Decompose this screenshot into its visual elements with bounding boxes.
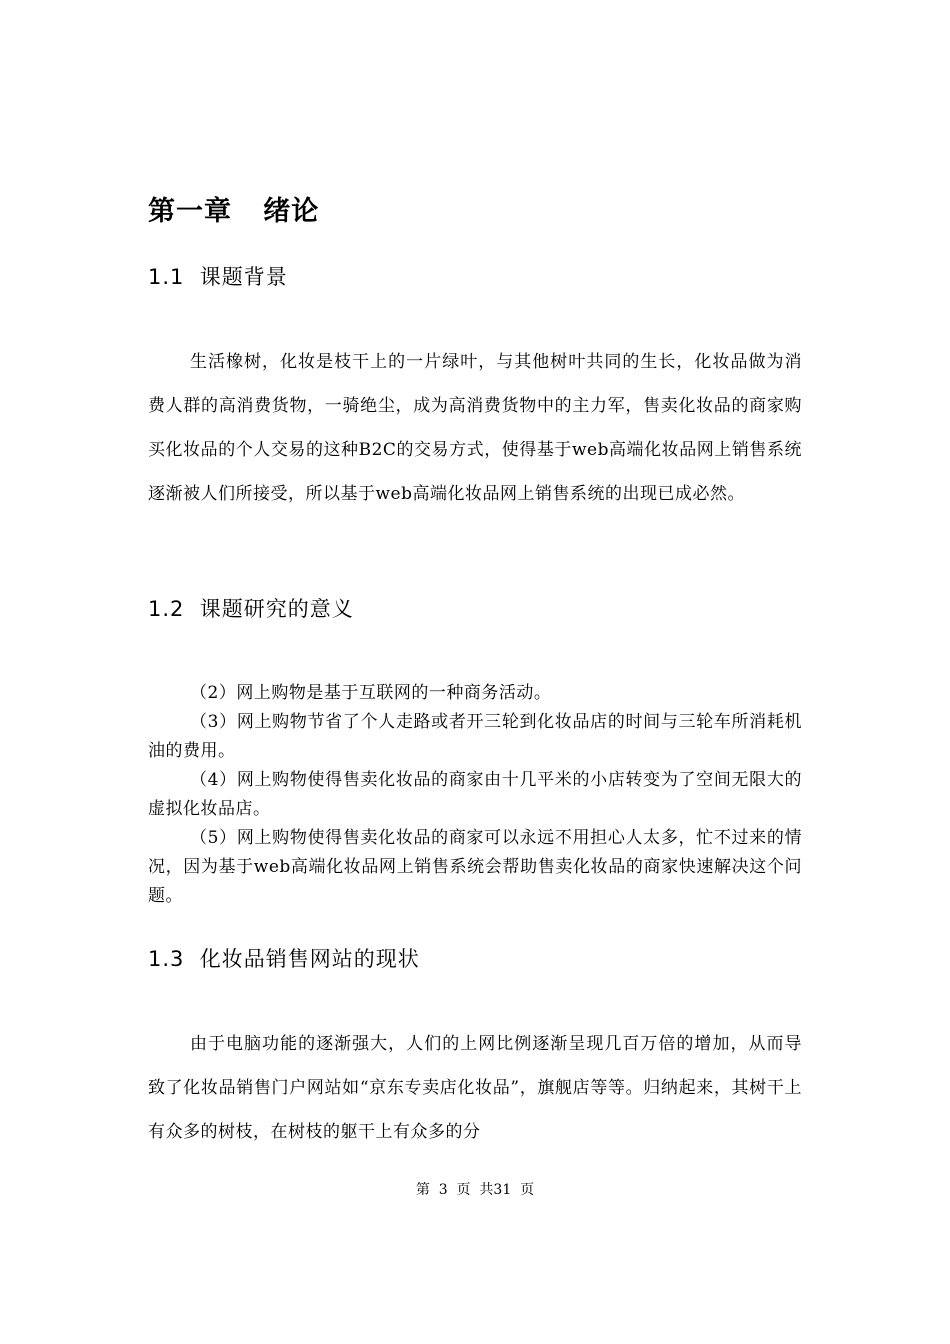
- paragraph-background: 生活橡树，化妆是枝干上的一片绿叶，与其他树叶共同的生长，化妆品做为消费人群的高消费货物，一骑绝尘，成为高消费货物中的主力军，售卖化妆品的商家购买化妆品的个人交易的这种B2C的交易方式，使得基于web高端化妆品网上销售系统逐渐被人们所接受，所以基于web高端化妆品网上销售系统的出现已成必然。: [148, 352, 802, 504]
- page-footer: 第 3 页 共31 页: [415, 1182, 535, 1198]
- list-item-significance-4: （4）网上购物使得售卖化妆品的商家由十几平米的小店转变为了空间无限大的虚拟化妆品店。: [148, 770, 802, 819]
- section-heading-1-3: 1.3 化妆品销售网站的现状: [148, 947, 420, 971]
- list-item-significance-2: （2）网上购物是基于互联网的一种商务活动。: [190, 683, 552, 703]
- section-heading-1-2: 1.2 课题研究的意义: [148, 597, 354, 621]
- chapter-title: 第一章 绪论: [148, 196, 320, 227]
- section-heading-1-1: 1.1 课题背景: [148, 265, 288, 289]
- list-item-significance-3: （3）网上购物节省了个人走路或者开三轮到化妆品店的时间与三轮车所消耗机油的费用。: [148, 712, 802, 761]
- paragraph-current-status: 由于电脑功能的逐渐强大，人们的上网比例逐渐呈现几百万倍的增加，从而导致了化妆品销售门户网站如“京东专卖店化妆品”，旗舰店等等。归纳起来，其树干上有众多的树枝，在树枝的躯干上有众多的分: [148, 1034, 802, 1142]
- list-item-significance-5: （5）网上购物使得售卖化妆品的商家可以永远不用担心人太多，忙不过来的情况，因为基于web高端化妆品网上销售系统会帮助售卖化妆品的商家快速解决这个问题。: [148, 828, 802, 906]
